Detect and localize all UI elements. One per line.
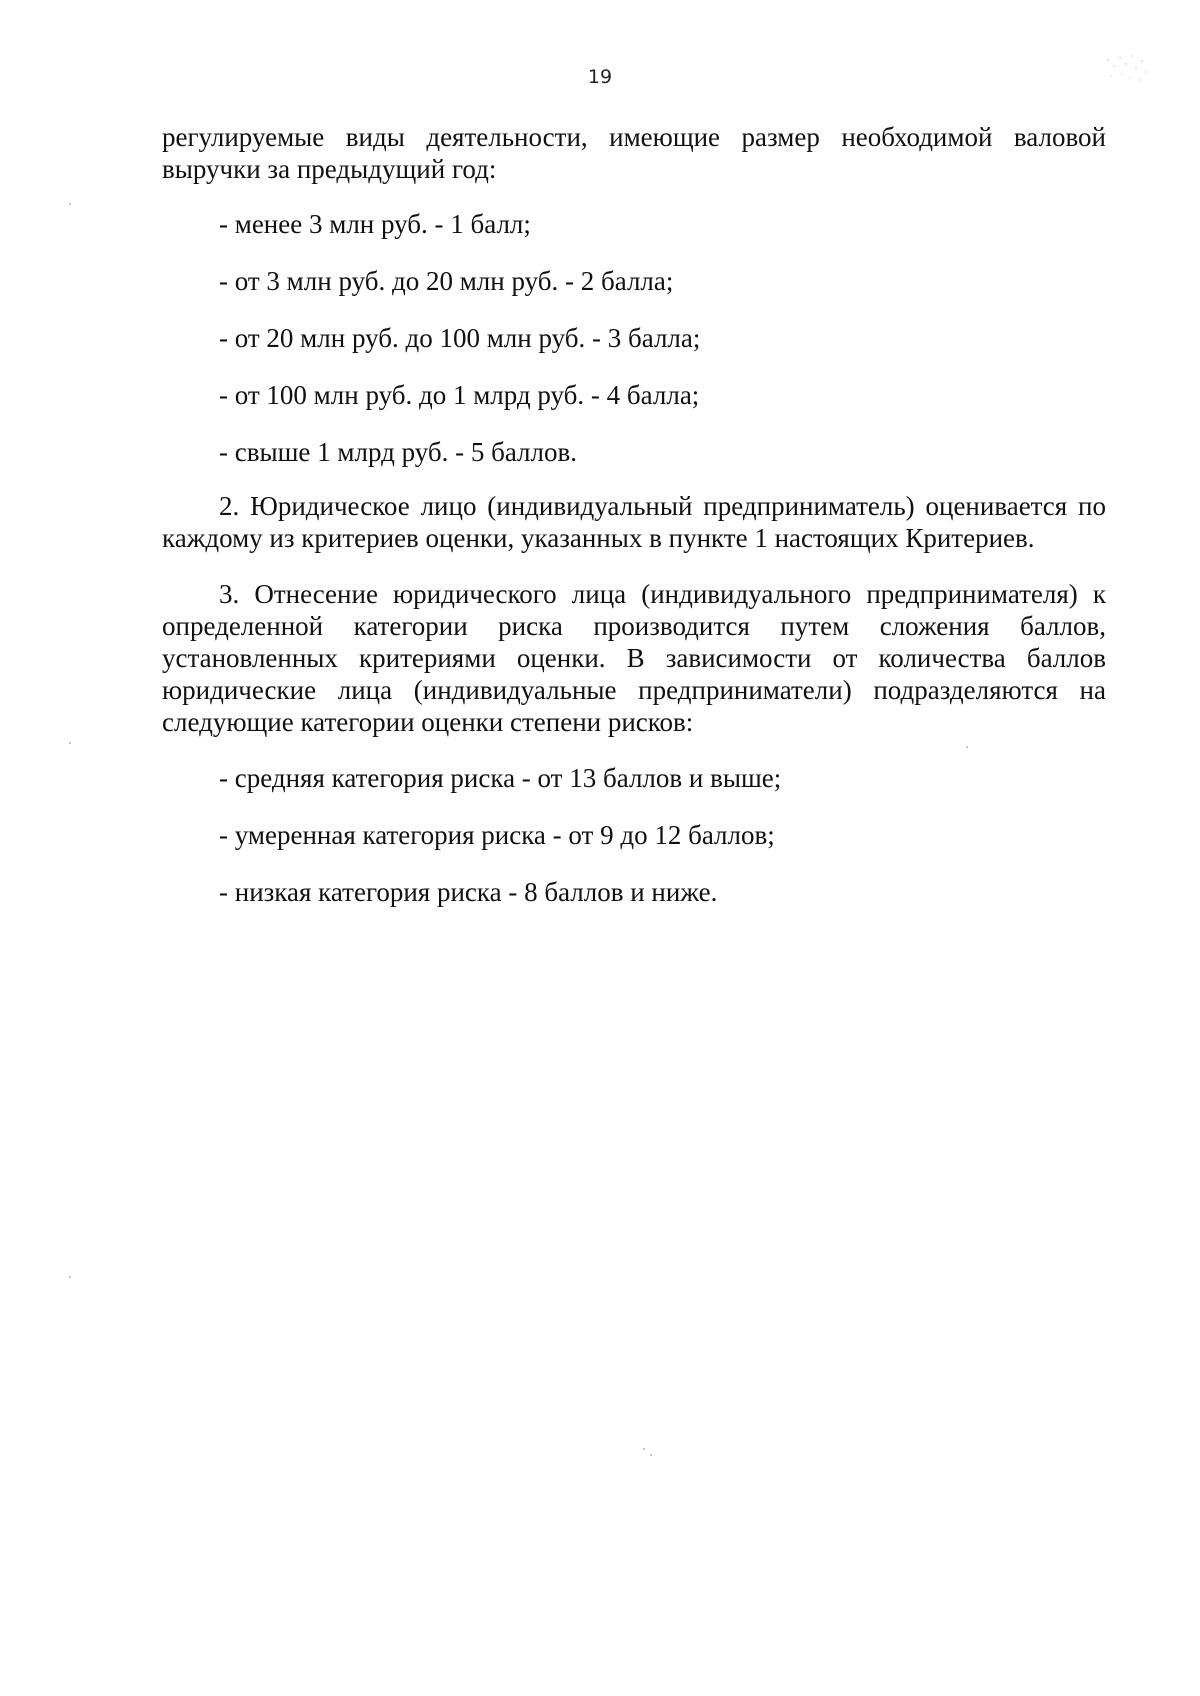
scan-smudge	[1102, 52, 1152, 86]
list-item: - от 20 млн руб. до 100 млн руб. - 3 балла;	[219, 323, 701, 353]
scan-speck	[650, 1454, 652, 1456]
intro-paragraph: регулируемые виды деятельности, имеющие размер необходимой валовой выручки за предыдущий год:	[162, 122, 1106, 184]
page-number: 19	[587, 66, 613, 88]
clause-3-paragraph: 3. Отнесение юридического лица (индивидуального предпринимателя) к определенной категории риска производится путем сложения баллов, установленных критериями оценки. В зависимости от количества баллов юридические лица (индивидуальные предприниматели) подразделяются на следующие категории оценки степени рисков:	[162, 579, 1106, 737]
list-item: - средняя категория риска - от 13 баллов и выше;	[219, 763, 782, 793]
list-item: - умеренная категория риска - от 9 до 12 баллов;	[219, 820, 775, 850]
list-item: - свыше 1 млрд руб. - 5 баллов.	[219, 437, 578, 467]
list-item: - от 3 млн руб. до 20 млн руб. - 2 балла;	[219, 266, 674, 296]
list-item: - низкая категория риска - 8 баллов и ниже.	[219, 877, 718, 907]
scan-speck	[69, 1276, 71, 1278]
clause-2-paragraph: 2. Юридическое лицо (индивидуальный предприниматель) оценивается по каждому из критериев оценки, указанных в пункте 1 настоящих Критериев.	[162, 491, 1106, 553]
scan-speck	[643, 1448, 645, 1450]
document-body	[162, 121, 1106, 908]
revenue-points-list	[162, 208, 1106, 468]
list-item: - от 100 млн руб. до 1 млрд руб. - 4 балла;	[219, 380, 700, 410]
scan-speck	[69, 742, 71, 744]
scan-speck	[69, 203, 71, 205]
list-item: - менее 3 млн руб. - 1 балл;	[219, 209, 531, 239]
risk-categories-list	[162, 762, 1106, 908]
